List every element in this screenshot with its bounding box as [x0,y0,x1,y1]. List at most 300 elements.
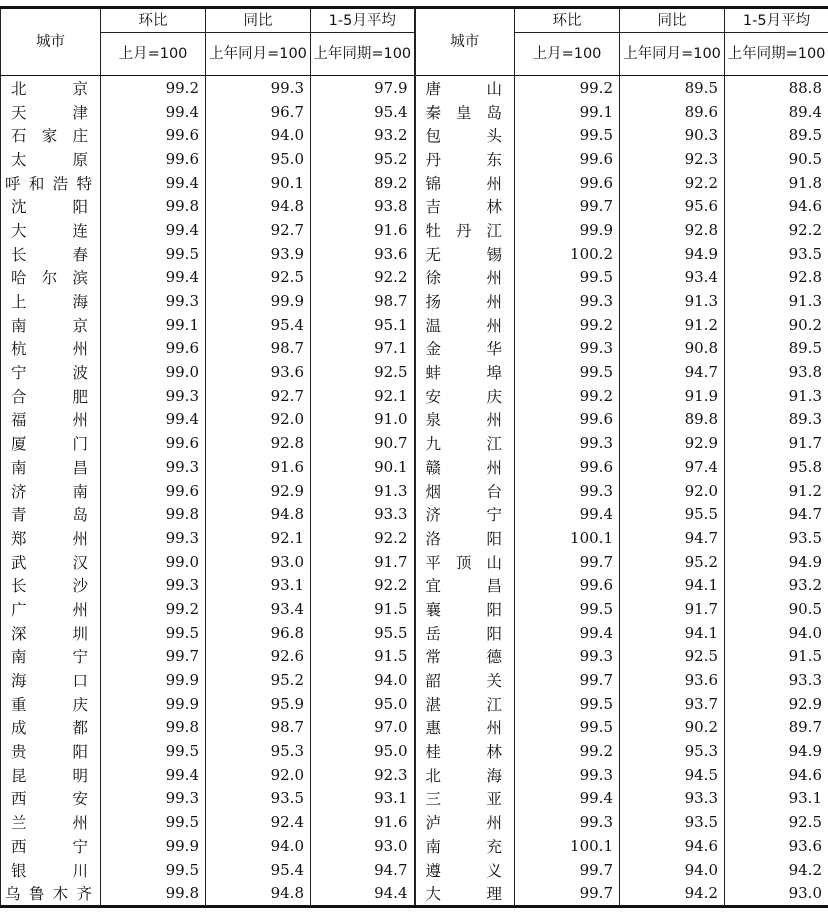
city-name-cell: 太原 [1,147,101,171]
yoy-index-cell: 94.2 [620,881,725,906]
yoy-index-cell: 91.3 [620,289,725,313]
avg-index-cell: 91.5 [725,645,828,669]
mom-index-cell: 99.4 [101,171,206,195]
mom-group-header: 环比 [515,8,620,33]
table-row [1,384,828,408]
city-name-cell: 惠州 [415,716,515,740]
city-name-cell: 赣州 [415,455,515,479]
city-name-cell: 银川 [1,858,101,882]
mom-index-cell: 99.3 [515,337,620,361]
yoy-index-cell: 93.9 [206,242,311,266]
mom-index-cell: 99.8 [101,502,206,526]
yoy-index-cell: 91.9 [620,384,725,408]
city-name-cell: 锦州 [415,171,515,195]
yoy-index-cell: 92.6 [206,645,311,669]
avg-index-cell: 90.1 [311,455,415,479]
city-name-cell: 郑州 [1,526,101,550]
mom-index-cell: 99.7 [101,645,206,669]
city-name-cell: 吉林 [415,194,515,218]
city-name-cell: 海口 [1,668,101,692]
yoy-index-cell: 93.1 [206,573,311,597]
avg-index-cell: 94.0 [311,668,415,692]
mom-index-cell: 99.7 [515,550,620,574]
avg-index-cell: 90.5 [725,597,828,621]
avg-index-cell: 94.7 [725,502,828,526]
yoy-index-cell: 91.2 [620,313,725,337]
mom-index-cell: 99.2 [515,76,620,100]
city-name-cell: 乌鲁木齐 [1,881,101,906]
mom-index-cell: 100.1 [515,834,620,858]
yoy-index-cell: 95.9 [206,692,311,716]
city-name-cell: 秦皇岛 [415,100,515,124]
avg-base-header: 上年同期=100 [725,33,828,76]
avg-index-cell: 92.9 [725,692,828,716]
mom-index-cell: 99.6 [101,337,206,361]
mom-index-cell: 99.3 [515,431,620,455]
table-row [1,502,828,526]
table-row [1,123,828,147]
avg-index-cell: 94.9 [725,739,828,763]
avg-index-cell: 92.3 [311,763,415,787]
yoy-index-cell: 95.2 [620,550,725,574]
yoy-index-cell: 92.9 [206,479,311,503]
city-name-cell: 徐州 [415,266,515,290]
city-name-cell: 遵义 [415,858,515,882]
avg-index-cell: 92.5 [311,360,415,384]
city-name-cell: 广州 [1,597,101,621]
mom-index-cell: 100.1 [515,526,620,550]
yoy-index-cell: 93.4 [620,266,725,290]
mom-group-header: 环比 [101,8,206,33]
mom-index-cell: 99.9 [515,218,620,242]
yoy-index-cell: 93.6 [620,668,725,692]
city-name-cell: 宁波 [1,360,101,384]
avg-index-cell: 98.7 [311,289,415,313]
avg-index-cell: 89.4 [725,100,828,124]
city-name-cell: 合肥 [1,384,101,408]
mom-index-cell: 99.2 [101,597,206,621]
mom-index-cell: 99.6 [101,431,206,455]
table-row [1,218,828,242]
avg-index-cell: 95.2 [311,147,415,171]
city-name-cell: 长沙 [1,573,101,597]
yoy-index-cell: 92.7 [206,384,311,408]
table-row [1,147,828,171]
avg-index-cell: 95.0 [311,692,415,716]
yoy-group-header: 同比 [620,8,725,33]
table-row [1,692,828,716]
yoy-index-cell: 94.0 [620,858,725,882]
avg-index-cell: 93.2 [725,573,828,597]
avg-index-cell: 95.1 [311,313,415,337]
mom-index-cell: 99.4 [515,502,620,526]
city-name-cell: 南昌 [1,455,101,479]
city-name-cell: 呼和浩特 [1,171,101,195]
yoy-index-cell: 91.7 [620,597,725,621]
mom-index-cell: 99.8 [101,881,206,906]
mom-index-cell: 99.9 [101,692,206,716]
yoy-index-cell: 93.7 [620,692,725,716]
mom-index-cell: 99.3 [515,289,620,313]
avg-index-cell: 91.6 [311,810,415,834]
avg-index-cell: 94.9 [725,550,828,574]
table-row [1,242,828,266]
avg-index-cell: 91.5 [311,645,415,669]
avg-index-cell: 93.8 [725,360,828,384]
mom-index-cell: 99.5 [515,266,620,290]
mom-index-cell: 99.8 [101,716,206,740]
yoy-index-cell: 97.4 [620,455,725,479]
table-row [1,645,828,669]
avg-group-header: 1-5月平均 [311,8,415,33]
mom-index-cell: 100.2 [515,242,620,266]
avg-index-cell: 93.1 [725,787,828,811]
mom-index-cell: 99.7 [515,668,620,692]
avg-index-cell: 89.3 [725,408,828,432]
avg-index-cell: 91.0 [311,408,415,432]
city-name-cell: 深圳 [1,621,101,645]
avg-index-cell: 90.7 [311,431,415,455]
city-name-cell: 南京 [1,313,101,337]
city-name-cell: 宜昌 [415,573,515,597]
city-name-cell: 九江 [415,431,515,455]
avg-index-cell: 90.5 [725,147,828,171]
mom-index-cell: 99.6 [515,408,620,432]
avg-index-cell: 95.5 [311,621,415,645]
table-row [1,716,828,740]
yoy-index-cell: 92.5 [620,645,725,669]
mom-index-cell: 99.8 [101,194,206,218]
table-row [1,337,828,361]
mom-index-cell: 99.3 [515,479,620,503]
mom-base-header: 上月=100 [515,33,620,76]
avg-index-cell: 90.2 [725,313,828,337]
avg-index-cell: 93.8 [311,194,415,218]
avg-index-cell: 92.8 [725,266,828,290]
avg-index-cell: 89.5 [725,337,828,361]
yoy-index-cell: 92.7 [206,218,311,242]
yoy-index-cell: 91.6 [206,455,311,479]
avg-index-cell: 94.2 [725,858,828,882]
yoy-index-cell: 99.9 [206,289,311,313]
avg-index-cell: 95.0 [311,739,415,763]
avg-index-cell: 93.2 [311,123,415,147]
avg-index-cell: 94.6 [725,194,828,218]
yoy-index-cell: 89.5 [620,76,725,100]
city-name-cell: 哈尔滨 [1,266,101,290]
yoy-index-cell: 95.4 [206,858,311,882]
avg-index-cell: 93.0 [725,881,828,906]
yoy-index-cell: 94.5 [620,763,725,787]
mom-index-cell: 99.3 [101,787,206,811]
mom-index-cell: 99.5 [515,716,620,740]
avg-index-cell: 92.1 [311,384,415,408]
table-row [1,763,828,787]
table-row [1,455,828,479]
city-name-cell: 大连 [1,218,101,242]
yoy-index-cell: 96.7 [206,100,311,124]
table-row [1,597,828,621]
mom-index-cell: 99.5 [515,360,620,384]
city-name-cell: 包头 [415,123,515,147]
table-header [1,8,828,76]
avg-index-cell: 93.1 [311,787,415,811]
avg-index-cell: 97.0 [311,716,415,740]
city-name-cell: 金华 [415,337,515,361]
mom-index-cell: 99.9 [101,668,206,692]
city-name-cell: 蚌埠 [415,360,515,384]
city-name-cell: 兰州 [1,810,101,834]
mom-index-cell: 99.6 [515,573,620,597]
city-name-cell: 泸州 [415,810,515,834]
mom-index-cell: 99.5 [515,597,620,621]
city-name-cell: 襄阳 [415,597,515,621]
city-name-cell: 南充 [415,834,515,858]
yoy-index-cell: 94.0 [206,834,311,858]
avg-index-cell: 91.3 [725,289,828,313]
mom-index-cell: 99.3 [101,573,206,597]
avg-index-cell: 89.7 [725,716,828,740]
avg-index-cell: 93.5 [725,526,828,550]
mom-index-cell: 99.4 [515,621,620,645]
yoy-base-header: 上年同月=100 [206,33,311,76]
city-name-cell: 成都 [1,716,101,740]
avg-index-cell: 92.5 [725,810,828,834]
avg-base-header: 上年同期=100 [311,33,415,76]
avg-index-cell: 89.5 [725,123,828,147]
city-name-cell: 平顶山 [415,550,515,574]
table-row [1,408,828,432]
city-name-cell: 武汉 [1,550,101,574]
city-name-cell: 石家庄 [1,123,101,147]
city-name-cell: 丹东 [415,147,515,171]
mom-index-cell: 99.5 [101,858,206,882]
avg-index-cell: 89.2 [311,171,415,195]
yoy-index-cell: 89.8 [620,408,725,432]
table-row [1,313,828,337]
mom-index-cell: 99.5 [515,123,620,147]
avg-index-cell: 94.7 [311,858,415,882]
yoy-index-cell: 92.8 [206,431,311,455]
city-column-header: 城市 [415,8,515,76]
table-row [1,810,828,834]
city-name-cell: 温州 [415,313,515,337]
avg-index-cell: 95.8 [725,455,828,479]
table-body [1,76,828,907]
yoy-index-cell: 95.0 [206,147,311,171]
yoy-index-cell: 95.5 [620,502,725,526]
city-name-cell: 上海 [1,289,101,313]
city-name-cell: 北京 [1,76,101,100]
table-row [1,573,828,597]
city-name-cell: 济南 [1,479,101,503]
avg-index-cell: 92.2 [311,266,415,290]
yoy-index-cell: 92.8 [620,218,725,242]
city-name-cell: 湛江 [415,692,515,716]
city-name-cell: 南宁 [1,645,101,669]
mom-index-cell: 99.2 [515,313,620,337]
yoy-index-cell: 95.3 [620,739,725,763]
mom-index-cell: 99.3 [101,289,206,313]
mom-index-cell: 99.0 [101,550,206,574]
avg-index-cell: 97.9 [311,76,415,100]
yoy-index-cell: 92.4 [206,810,311,834]
yoy-index-cell: 95.3 [206,739,311,763]
yoy-index-cell: 93.5 [620,810,725,834]
avg-index-cell: 93.0 [311,834,415,858]
table-row [1,266,828,290]
city-name-cell: 济宁 [415,502,515,526]
mom-index-cell: 99.6 [101,147,206,171]
mom-index-cell: 99.0 [101,360,206,384]
mom-index-cell: 99.5 [515,692,620,716]
city-name-cell: 唐山 [415,76,515,100]
yoy-index-cell: 90.2 [620,716,725,740]
mom-index-cell: 99.3 [101,384,206,408]
mom-index-cell: 99.5 [101,810,206,834]
city-name-cell: 长春 [1,242,101,266]
yoy-index-cell: 93.6 [206,360,311,384]
mom-index-cell: 99.4 [101,100,206,124]
yoy-index-cell: 93.5 [206,787,311,811]
mom-index-cell: 99.2 [515,739,620,763]
city-name-cell: 青岛 [1,502,101,526]
mom-index-cell: 99.6 [101,479,206,503]
avg-index-cell: 92.2 [725,218,828,242]
mom-index-cell: 99.4 [101,763,206,787]
mom-index-cell: 99.5 [101,739,206,763]
city-name-cell: 岳阳 [415,621,515,645]
table-row [1,431,828,455]
table-row [1,739,828,763]
mom-index-cell: 99.3 [101,455,206,479]
table-row [1,621,828,645]
yoy-group-header: 同比 [206,8,311,33]
table-row [1,787,828,811]
yoy-index-cell: 94.8 [206,881,311,906]
yoy-index-cell: 92.0 [206,763,311,787]
yoy-index-cell: 92.0 [206,408,311,432]
city-name-cell: 重庆 [1,692,101,716]
city-name-cell: 泉州 [415,408,515,432]
avg-index-cell: 91.3 [311,479,415,503]
yoy-index-cell: 90.8 [620,337,725,361]
yoy-index-cell: 90.1 [206,171,311,195]
mom-index-cell: 99.3 [515,763,620,787]
yoy-index-cell: 95.2 [206,668,311,692]
yoy-index-cell: 94.8 [206,194,311,218]
mom-index-cell: 99.7 [515,881,620,906]
table-row [1,100,828,124]
mom-index-cell: 99.7 [515,194,620,218]
table-row [1,834,828,858]
mom-index-cell: 99.6 [515,455,620,479]
city-name-cell: 北海 [415,763,515,787]
avg-index-cell: 91.6 [311,218,415,242]
mom-index-cell: 99.6 [515,171,620,195]
yoy-index-cell: 95.4 [206,313,311,337]
yoy-index-cell: 99.3 [206,76,311,100]
city-price-index-table [0,6,828,908]
city-name-cell: 常德 [415,645,515,669]
table-row [1,360,828,384]
avg-index-cell: 88.8 [725,76,828,100]
yoy-index-cell: 94.8 [206,502,311,526]
city-name-cell: 牡丹江 [415,218,515,242]
avg-index-cell: 91.5 [311,597,415,621]
mom-index-cell: 99.5 [101,621,206,645]
city-name-cell: 厦门 [1,431,101,455]
mom-index-cell: 99.4 [101,408,206,432]
avg-index-cell: 93.3 [725,668,828,692]
yoy-index-cell: 92.1 [206,526,311,550]
avg-index-cell: 91.3 [725,384,828,408]
avg-index-cell: 93.6 [311,242,415,266]
avg-index-cell: 91.2 [725,479,828,503]
city-name-cell: 洛阳 [415,526,515,550]
mom-index-cell: 99.4 [101,266,206,290]
yoy-index-cell: 94.9 [620,242,725,266]
table-row [1,289,828,313]
city-name-cell: 沈阳 [1,194,101,218]
avg-index-cell: 92.2 [311,573,415,597]
mom-index-cell: 99.1 [101,313,206,337]
yoy-index-cell: 92.3 [620,147,725,171]
yoy-index-cell: 92.5 [206,266,311,290]
mom-index-cell: 99.6 [515,147,620,171]
city-name-cell: 西宁 [1,834,101,858]
table-row [1,479,828,503]
yoy-index-cell: 94.1 [620,621,725,645]
avg-index-cell: 95.4 [311,100,415,124]
city-name-cell: 大理 [415,881,515,906]
yoy-index-cell: 93.3 [620,787,725,811]
table-row [1,881,828,906]
table-row [1,76,828,100]
mom-index-cell: 99.6 [101,123,206,147]
yoy-index-cell: 94.7 [620,360,725,384]
avg-index-cell: 94.4 [311,881,415,906]
avg-index-cell: 93.3 [311,502,415,526]
yoy-index-cell: 90.3 [620,123,725,147]
table-row [1,171,828,195]
city-name-cell: 桂林 [415,739,515,763]
mom-index-cell: 99.3 [515,645,620,669]
mom-index-cell: 99.7 [515,858,620,882]
yoy-index-cell: 93.4 [206,597,311,621]
table-row [1,194,828,218]
yoy-index-cell: 92.9 [620,431,725,455]
mom-index-cell: 99.3 [101,526,206,550]
city-name-cell: 烟台 [415,479,515,503]
city-name-cell: 三亚 [415,787,515,811]
city-name-cell: 贵阳 [1,739,101,763]
avg-index-cell: 94.0 [725,621,828,645]
city-name-cell: 西安 [1,787,101,811]
city-name-cell: 天津 [1,100,101,124]
yoy-index-cell: 96.8 [206,621,311,645]
avg-index-cell: 91.7 [725,431,828,455]
table-row [1,550,828,574]
yoy-index-cell: 94.1 [620,573,725,597]
yoy-index-cell: 92.2 [620,171,725,195]
mom-index-cell: 99.1 [515,100,620,124]
yoy-index-cell: 98.7 [206,716,311,740]
table-row [1,526,828,550]
city-name-cell: 安庆 [415,384,515,408]
mom-index-cell: 99.4 [101,218,206,242]
city-name-cell: 扬州 [415,289,515,313]
